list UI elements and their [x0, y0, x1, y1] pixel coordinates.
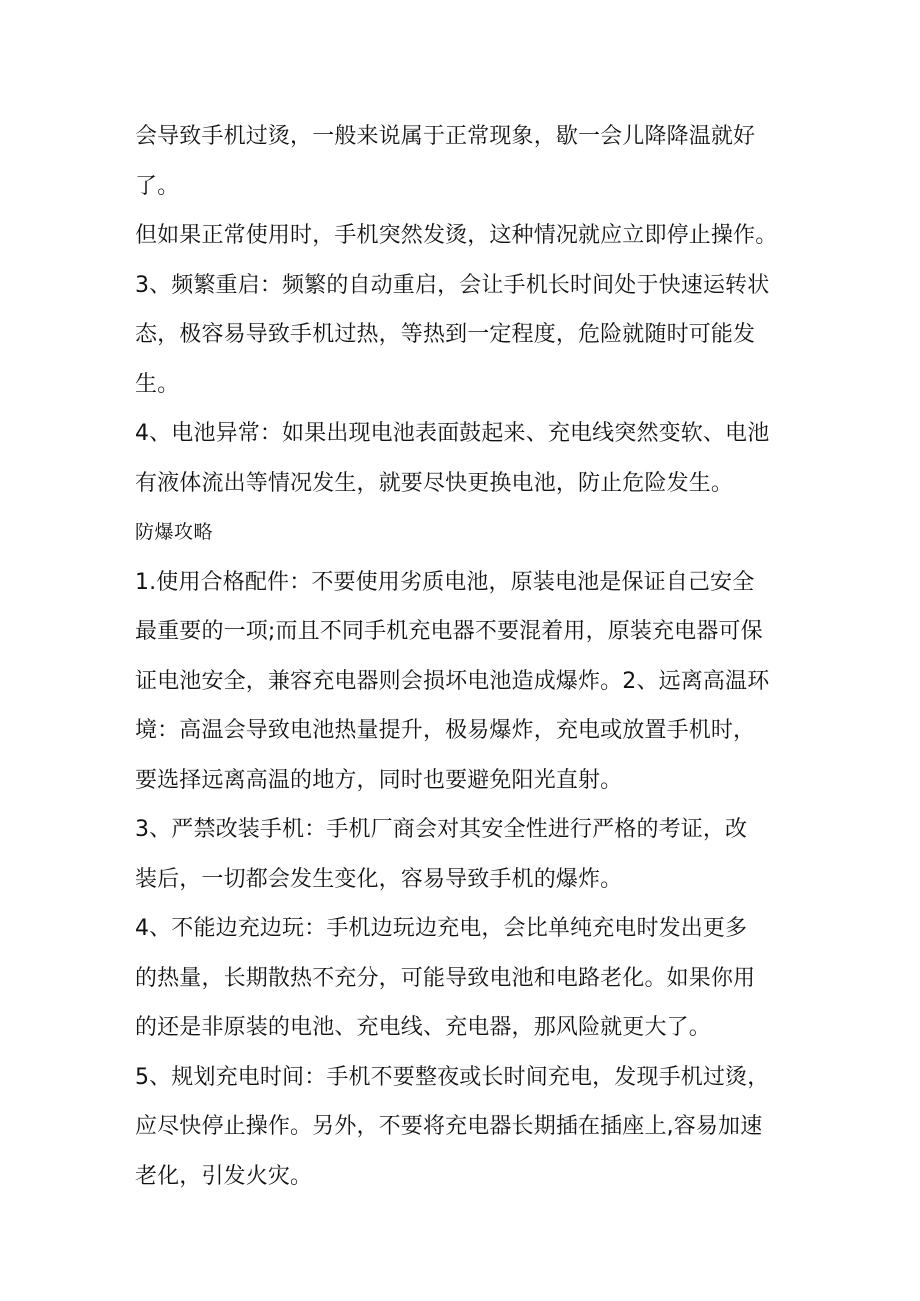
- text-line: 装后，一切都会发生变化，容易导致手机的爆炸。: [135, 866, 623, 892]
- text-line: 老化，引发火灾。: [135, 1163, 313, 1189]
- text-line: 证电池安全，兼容充电器则会损坏电池造成爆炸。2、远离高温环: [135, 668, 770, 694]
- text-line: 应尽快停止操作。另外，不要将充电器长期插在插座上,容易加速: [135, 1114, 763, 1139]
- text-line: 的热量，长期散热不充分，可能导致电池和电路老化。如果你用: [135, 965, 756, 991]
- document-body: [135, 112, 815, 1201]
- text-line: 3、严禁改装手机：手机厂商会对其安全性进行严格的考证，改: [135, 817, 748, 842]
- text-line: 要选择远离高温的地方，同时也要避免阳光直射。: [135, 767, 623, 793]
- text-line: 会导致手机过烫，一般来说属于正常现象，歇一会儿降降温就好: [135, 124, 756, 149]
- text-line: 的还是非原装的电池、充电线、充电器，那风险就更大了。: [135, 1015, 711, 1040]
- section-heading: 防爆攻略: [135, 521, 214, 543]
- text-line: 了。: [135, 173, 180, 199]
- text-line: 4、不能边充边玩：手机边玩边充电，会比单纯充电时发出更多: [135, 916, 748, 941]
- text-line: 4、电池异常：如果出现电池表面鼓起来、充电线突然变软、电池: [135, 421, 770, 446]
- text-line: 1.使用合格配件：不要使用劣质电池，原装电池是保证自己安全: [135, 569, 755, 595]
- text-line: 但如果正常使用时，手机突然发烫，这种情况就应立即停止操作。: [135, 223, 778, 248]
- text-line: 3、频繁重启：频繁的自动重启，会让手机长时间处于快速运转状: [135, 272, 770, 298]
- text-line: 有液体流出等情况发生，就要尽快更换电池，防止危险发生。: [135, 470, 734, 496]
- text-line: 最重要的一项;而且不同手机充电器不要混着用，原装充电器可保: [135, 619, 763, 644]
- text-line: 态，极容易导致手机过热，等热到一定程度，危险就随时可能发: [135, 322, 756, 347]
- text-line: 境：高温会导致电池热量提升，极易爆炸，充电或放置手机时，: [135, 718, 756, 743]
- text-line: 生。: [135, 371, 180, 397]
- text-line: 5、规划充电时间：手机不要整夜或长时间充电，发现手机过烫，: [135, 1064, 770, 1090]
